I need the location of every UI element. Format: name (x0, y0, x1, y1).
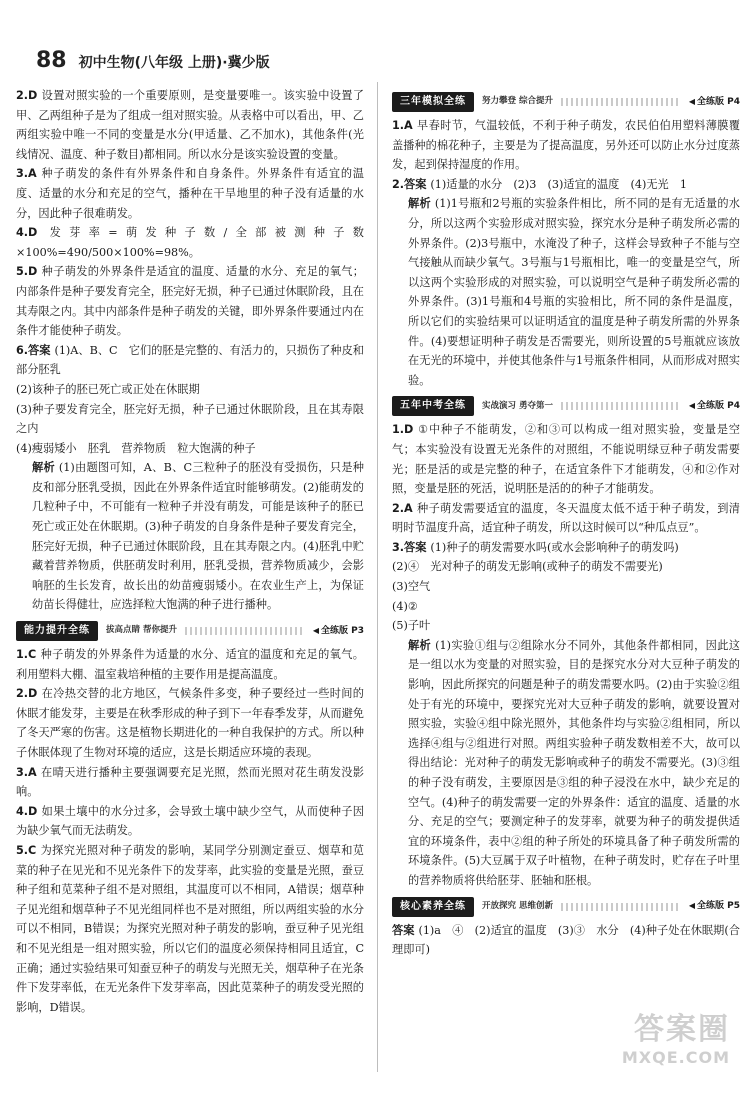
answer-line: (2)④ 光对种子的萌发无影响(或种子的萌发不需要光) (392, 560, 663, 574)
page-ref-text: 全练版 P3 (321, 625, 364, 636)
page-ref-text: 全练版 P5 (697, 901, 740, 912)
answer-b1 (16, 645, 364, 684)
answer-s3-line (392, 597, 740, 617)
left-column (16, 86, 364, 1017)
answer-6-line (16, 439, 364, 459)
answer-b2 (16, 684, 364, 762)
item-text: (1)a ④ (2)适宜的温度 (3)③ 水分 (4)种子处在休眠期(合理即可) (392, 923, 740, 957)
item-text: 在冷热交替的北方地区，气候条件多变，种子要经过一些时间的休眠才能发芽，主要是在秋季形成的种子到下一年春季发芽，从而避免了冬天严寒的伤害。这是植物长期进化的一种自我保护的方式。所以种子休眠体现了生物对环境的适应，这是长期适应环境的表现。 (16, 687, 364, 759)
banner-subtitle: 拔高点睛 帮你提升 (106, 625, 177, 636)
book-title: 初中生物(八年级 上册)·冀少版 (78, 55, 270, 71)
section-banner-core (392, 897, 740, 917)
triangle-icon: ◀ (688, 401, 695, 411)
banner-tag: 五年中考全练 (392, 396, 474, 416)
answer-line: (1)A、B、C 它们的胚是完整的、有活力的，只损伤了种皮和部分胚乳 (16, 343, 364, 377)
page-ref-text: 全练版 P4 (697, 96, 740, 107)
column-divider (377, 82, 378, 1072)
item-number: 4.D (16, 804, 38, 818)
item-text: 为探究光照对种子萌发的影响，某同学分别测定蚕豆、烟草和苋菜的种子在见光和不见光条件下的发芽率，此实验的变量是光照，蚕豆种子组和苋菜种子组不是对照组，其温度可以不相同，A错误；烟草种子见光组和烟草种子不见光组同样也不是对照组，所以两组实验的水分可以不相同，B错误；为探究光照对种子萌发的影响，蚕豆种子见光组和不见光组是一组对照实验，所以它们的温度必须保持相同且适宜，C正确；通过实验结果可知蚕豆种子的萌发与光照无关，烟草种子在光条件下发芽率低，在无光条件下发芽率高，因此苋菜种子的萌发受光照的影响，D错误。 (16, 843, 364, 1014)
answer-b3 (16, 763, 364, 802)
item-number: 1.D (392, 423, 414, 437)
banner-page-ref (313, 621, 364, 642)
answer-line: (2)该种子的胚已死亡或正处在休眠期 (16, 382, 200, 396)
item-number: 2.D (16, 89, 38, 102)
answer-t1 (392, 921, 740, 960)
analysis-r2 (392, 194, 740, 390)
answer-s2 (392, 499, 740, 538)
analysis-text: (1)1号瓶和2号瓶的实验条件相比，所不同的是有无适量的水分，所以这两个实验形成对照实验，探究水分是种子萌发所必需的外界条件。(2)3号瓶中，水淹没了种子，这样会导致种子不能与空气接触从而缺少氧气。3号瓶与1号瓶相比，唯一的变量是空气，所以这两个实验形成的对照实验，可以说明空气是种子萌发所必需的外界条件。(3)1号瓶和4号瓶的实验相比，所不同的条件是温度，所以它们的实验结果可以证明适宜的温度是种子萌发所需的外界条件。(4)要想证明种子萌发是否需要光，则所设置的5号瓶就应该放在无光的环境中，并使其他条件与1号瓶条件相同，从而形成对照实验。 (408, 197, 740, 387)
item-number: 2.答案 (392, 177, 427, 191)
banner-subtitle: 努力攀登 综合提升 (482, 96, 553, 107)
item-text: 如果土壤中的水分过多，会导致土壤中缺少空气，从而使种子因为缺少氧气而无法萌发。 (16, 804, 364, 838)
answer-5d (16, 262, 364, 340)
banner-rule (561, 98, 681, 106)
item-number: 5.D (16, 265, 38, 279)
section-banner-5year (392, 396, 740, 416)
banner-rule (185, 627, 305, 635)
watermark-text: 答案圈 (634, 1012, 730, 1047)
analysis-text: (1)实验①组与②组除水分不同外，其他条件都相同，因此这是一组以水为变量的对照实验，目的是探究水分对大豆种子萌发的影响，因此所探究的问题是种子的萌发需要水吗。(2)由于实验②组处于有光的环境中，要探究光对大豆种子萌发的影响，就要设置对照实验，实验④组中除光照外，其他条件均与实验②组相同，所以选择④组与②组进行对照。两组实验种子萌发数相差不大，故可以得出结论：光对种子的萌发无影响或种子的萌发不需要光。(3)③组的种子没有萌发，主要原因是③组的种子浸没在水中，缺少充足的空气。(4)种子的萌发需要一定的外界条件：适宜的温度、适量的水分、充足的空气；要测定种子的发芽率，就要为种子的萌发提供适宜的环境条件，表中②组的种子所处的环境具备了种子萌发所需的环境条件。(5)大豆属于双子叶植物，在种子萌发时，贮存在子叶里的营养物质将供给胚芽、胚轴和胚根。 (408, 638, 740, 887)
item-number: 6.答案 (16, 343, 51, 357)
banner-page-ref (689, 896, 740, 917)
banner-page-ref (689, 396, 740, 417)
item-number: 1.A (392, 119, 413, 132)
analysis-s3 (392, 636, 740, 891)
right-column (392, 86, 740, 960)
site-watermark (580, 1012, 730, 1082)
answer-6 (16, 341, 364, 380)
item-number: 3.A (16, 765, 37, 779)
answer-2d (16, 86, 364, 164)
item-text: 种子萌发需要适宜的温度，冬天温度太低不适于种子萌发，到清明时节温度升高，适宜种子萌发，所以这时候可以“种瓜点豆”。 (392, 501, 740, 535)
item-number: 3.A (16, 167, 37, 181)
banner-tag: 三年模拟全练 (392, 92, 474, 112)
answer-s1 (392, 420, 740, 498)
analysis-text: (1)由题图可知，A、B、C三粒种子的胚没有受损伤，只是种皮和部分胚乳受损，因此在外界条件适宜时能够萌发。(2)能萌发的几粒种子中，不可能有一粒种子并没有萌发，可能是该种子的胚已死亡或正处在休眠期。(3)种子萌发的自身条件是种子要发育完全，胚完好无损，种子已通过休眠阶段，且在其寿限之内。(4)胚乳中贮藏着营养物质，供胚萌发时利用，胚乳受损，营养物质减少，会影响胚的生长发育，故长出的幼苗瘦弱矮小。在农业生产上，为保证幼苗长得健壮，应选择粒大饱满的种子进行播种。 (32, 461, 364, 612)
banner-subtitle: 实战演习 勇夺第一 (482, 400, 553, 411)
item-number: 2.A (392, 501, 413, 515)
answer-s3-line (392, 577, 740, 597)
answer-4d (16, 223, 364, 262)
triangle-icon: ◀ (688, 901, 695, 911)
answer-s3-line (392, 616, 740, 636)
triangle-icon: ◀ (312, 625, 319, 635)
banner-rule (561, 903, 681, 911)
answer-line: (3)种子要发育完全，胚完好无损，种子已通过休眠阶段，且在其寿限之内 (16, 402, 364, 436)
answer-s3 (392, 538, 740, 558)
answer-b4 (16, 802, 364, 841)
banner-subtitle: 开放探究 思维创新 (482, 900, 553, 911)
triangle-icon: ◀ (688, 96, 695, 106)
banner-tag: 能力提升全练 (16, 621, 98, 641)
banner-tag: 核心素养全练 (392, 897, 474, 917)
analysis-label: 解析 (408, 638, 432, 652)
page-header (36, 48, 710, 74)
item-number: 1.C (16, 648, 37, 662)
item-text: 种子萌发的外界条件是适宜的温度、适量的水分、充足的氧气；内部条件是种子要发育完全，胚完好无损，种子已通过休眠阶段，且在其寿限之内。其中内部条件是种子萌发的关键，即外界条件要通过内在条件才能使种子萌发。 (16, 265, 364, 338)
item-number: 答案 (392, 923, 415, 937)
page-ref-text: 全练版 P4 (697, 401, 740, 412)
answer-s3-line (392, 557, 740, 577)
analysis-6 (16, 458, 364, 615)
item-text: 种子萌发的条件有外界条件和自身条件。外界条件有适宜的温度、适量的水分和充足的空气，播种在干旱地里的种子没有适量的水分，因此种子很难萌发。 (16, 167, 364, 220)
item-text: 设置对照实验的一个重要原则，是变量要唯一。该实验中设置了甲、乙两组种子是为了组成一组对照实验。从表格中可以看出，甲、乙两组实验中唯一不同的变量是水分(甲适量、乙不加水)，其他条件(光线情况、温度、种子数目)都相同。所以水分是该实验设置的变量。 (16, 89, 364, 161)
answer-r2 (392, 175, 740, 195)
answer-3a (16, 164, 364, 223)
item-text: 早春时节，气温较低，不利于种子萌发，农民伯伯用塑料薄膜覆盖播种的棉花种子，主要是为了提高温度，另外还可以防止水分过度蒸发，起到保持湿度的作用。 (392, 119, 740, 172)
page-number: 88 (36, 48, 67, 73)
answer-line: (1)适量的水分 (2)3 (3)适宜的温度 (4)无光 1 (430, 177, 688, 191)
item-number: 2.D (16, 687, 38, 701)
item-text: 发芽率=萌发种子数/全部被测种子数×100%=490/500×100%=98%。 (16, 226, 364, 259)
analysis-label: 解析 (32, 461, 55, 475)
answer-line: (4)② (392, 599, 418, 613)
item-text: 在晴天进行播种主要强调要充足光照，然而光照对花生萌发没影响。 (16, 765, 364, 799)
answer-line: (3)空气 (392, 580, 431, 594)
watermark-url: MXQE.COM (621, 1048, 730, 1067)
item-number: 5.C (16, 843, 37, 857)
answer-6-line (16, 400, 364, 439)
section-banner-3year (392, 92, 740, 112)
answer-line: (5)子叶 (392, 619, 431, 633)
item-number: 3.答案 (392, 540, 427, 554)
item-text: ①中种子不能萌发，②和③可以构成一组对照实验，变量是空气；本实验没有设置无光条件的对照组，不能说明绿豆种子萌发需要光；胚是活的或是完整的种子，在适宜条件下才能萌发，④和②作对照，变量是胚的死活，说明胚是活的的种子才能萌发。 (392, 423, 740, 496)
analysis-label: 解析 (408, 197, 431, 211)
answer-b5 (16, 841, 364, 1017)
answer-r1 (392, 116, 740, 175)
banner-rule (561, 402, 681, 410)
answer-line: (4)瘦弱矮小 胚乳 营养物质 粒大饱满的种子 (16, 441, 256, 455)
section-banner-ability (16, 621, 364, 641)
banner-page-ref (689, 92, 740, 113)
item-text: 种子萌发的外界条件为适量的水分、适宜的温度和充足的氧气。利用塑料大棚、温室栽培种植的主要作用是提高温度。 (16, 648, 364, 681)
answer-6-line (16, 380, 364, 400)
item-number: 4.D (16, 226, 38, 240)
answer-line: (1)种子的萌发需要水吗(或水会影响种子的萌发吗) (430, 540, 679, 554)
